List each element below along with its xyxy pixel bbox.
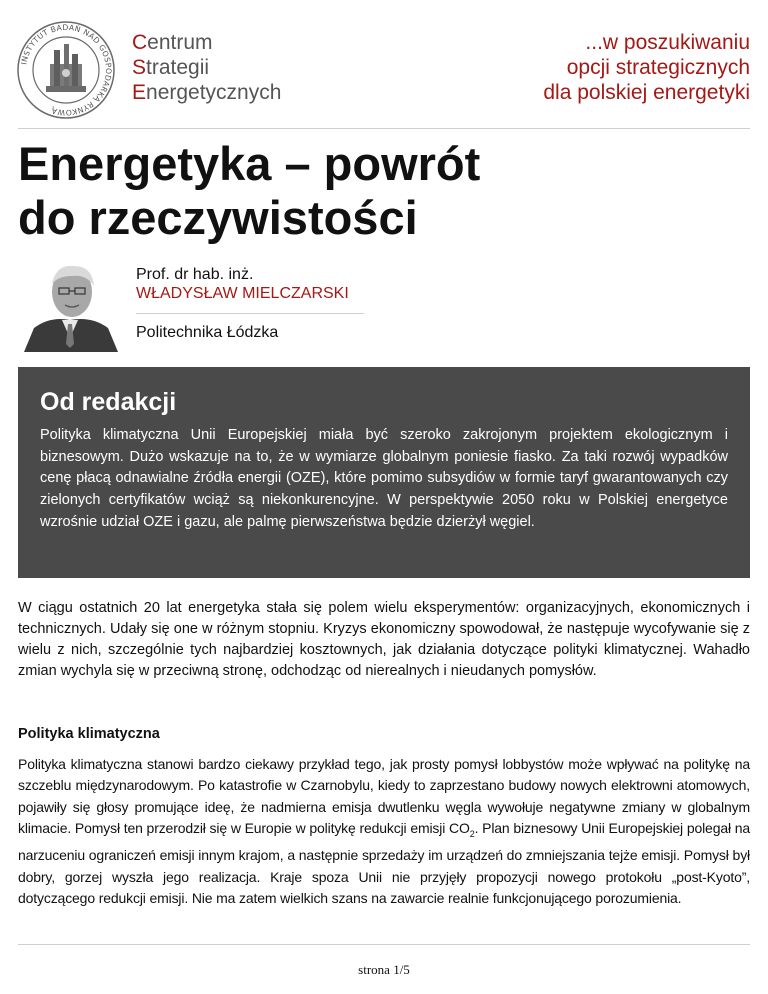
header-divider [18,128,750,129]
article-title [18,137,480,245]
tagline-line-2: opcji strategicznych [566,56,750,79]
org-line-2: Strategii [132,56,210,79]
author-affiliation: Politechnika Łódzka [136,324,279,341]
org-name [132,30,281,105]
institute-seal-logo [16,20,116,120]
section-paragraph [18,754,750,910]
title-line-1: Energetyka – powrót [18,137,481,190]
section-heading: Polityka klimatyczna [18,726,160,742]
author-divider [136,313,364,314]
author-portrait [20,258,120,352]
header [0,0,768,128]
seal-text: INSTYTUT BADAŃ NAD GOSPODARKĄ RYNKOWĄ [19,22,114,118]
author-degree: Prof. dr hab. inż. [136,266,254,283]
title-line-2: do rzeczywistości [18,191,418,244]
tagline-line-3: dla polskiej energetyki [543,81,750,104]
org-line-3: Energetycznych [132,81,282,104]
footer-divider [18,944,750,945]
intro-paragraph: W ciągu ostatnich 20 lat energetyka stała się polem wielu eksperymentów: organizacyjnych, ekonomicznych i technicznych. Udały się one w różnym stopniu. Kryzys ekonomiczny spowodował, że następuje wycofywanie się z wielu z nich, szczególnie tych najbardziej kosztownych, jak działania dotyczące polityki klimatycznej. Wahadło zmian wychyla się w przeciwną stronę, odchodząc od nierealnych i nieudanych pomysłów. [18,600,750,679]
paragraph-part-2: . Plan biznesowy Unii Europejskiej polegał na narzuceniu ograniczeń emisji innym krajom, a następnie sprzedaży im urządzeń do zmniejszania tejże emisji. Pomysł był dobry, gorzej wyszła jego realizacja. Kraje spoza Unii nie przyjęły propozycji nowego protokołu „post-Kyoto”, dotyczącego redukcji emisji. Nie ma zatem wielkich szans na zawarcie realnie funkcjonującego porozumienia. [18,820,751,907]
page-number: strona 1/5 [358,962,410,977]
author-name: WŁADYSŁAW MIELCZARSKI [136,285,349,302]
paragraph-part-1: Polityka klimatyczna stanowi bardzo ciekawy przykład tego, jak prosty pomysł lobbystów może wpływać na politykę na szczeblu międzynarodowym. Po katastrofie w Czarnobylu, kiedy to zaprzestano budowy nowych elektrowni atomowych, pojawiły się głosy promujące ideę, że nadmierna emisja dwutlenku węgla wywołuje negatywne zmiany w globalnym klimacie. Pomysł ten przerodził się w Europie w politykę redukcji emisji CO [18,756,750,837]
editorial-box [18,367,750,578]
editorial-heading: Od redakcji [40,388,177,416]
editorial-text: Polityka klimatyczna Unii Europejskiej miała być szeroko zakrojonym projektem ekologicznym i biznesowym. Dużo wskazuje na to, że w wymiarze globalnym poniesie fiasko. Za taki rozwój wypadków cenę płacą odnawialne źródła energii (OZE), które pomimo subsydiów w formie taryf gwarantowanych czy zielonych certyfikatów wciąż są niekonkurencyjne. W perspektywie 2050 roku w Polskiej energetyce wzrośnie udział OZE i gazu, ale palmę pierwszeństwa będzie dzierżył węgiel. [40,427,728,530]
tagline-line-1: ...w poszukiwaniu [585,31,750,54]
org-line-1: Centrum [132,31,213,54]
tagline [543,30,750,105]
co2-subscript: 2 [469,829,475,840]
